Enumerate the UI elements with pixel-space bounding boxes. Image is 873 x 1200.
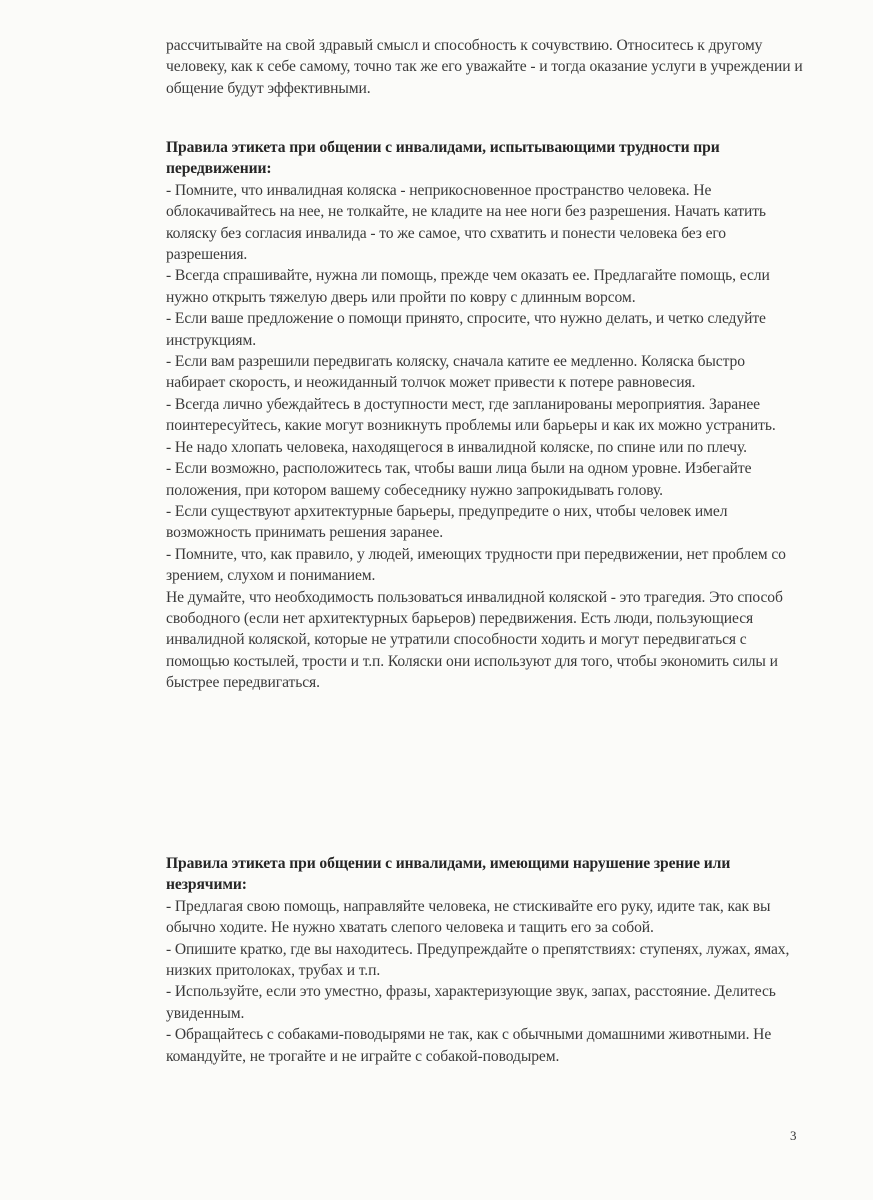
intro-paragraph: рассчитывайте на свой здравый смысл и способность к сочувствию. Относитесь к другому человеку, как к себе самому, точно так же его уважайте - и тогда оказание услуги в учреждении и общение будут эффективными. xyxy=(166,37,803,97)
intro-block xyxy=(166,35,806,99)
paragraph: - Если ваше предложение о помощи принято, спросите, что нужно делать, и четко следуйте инструкциям. xyxy=(166,310,766,349)
paragraph: - Если вам разрешили передвигать коляску, сначала катите ее медленно. Коляска быстро набирает скорость, и неожиданный толчок может привести к потере равновесия. xyxy=(166,353,745,392)
paragraph: - Если существуют архитектурные барьеры, предупредите о них, чтобы человек имел возможность принимать решения заранее. xyxy=(166,502,728,542)
paragraph: - Помните, что, как правило, у людей, имеющих трудности при передвижении, нет проблем со зрением, слухом и пониманием. xyxy=(166,545,786,585)
page-number: 3 xyxy=(790,1128,797,1143)
paragraph: - Не надо хлопать человека, находящегося в инвалидной коляске, по спине или по плечу. xyxy=(166,438,747,456)
paragraph: - Если возможно, расположитесь так, чтобы ваши лица были на одном уровне. Избегайте положения, при котором вашему собеседнику нужно запрокидывать голову. xyxy=(166,460,752,499)
section-heading: Правила этикета при общении с инвалидами, имеющими нарушение зрение или незрячими: xyxy=(166,855,731,894)
paragraph: - Используйте, если это уместно, фразы, характеризующие звук, запах, расстояние. Делитесь увиденным. xyxy=(166,983,776,1022)
paragraph: - Всегда спрашивайте, нужна ли помощь, прежде чем оказать ее. Предлагайте помощь, если нужно открыть тяжелую дверь или пройти по ковру с длинным ворсом. xyxy=(166,267,770,306)
paragraph: Не думайте, что необходимость пользоваться инвалидной коляской - это трагедия. Это способ свободного (если нет архитектурных барьеров) передвижения. Есть люди, пользующиеся инвалидной коляской, которые не утратили способности ходить и могут передвигаться с помощью костылей, трости и т.п. Коляски они используют для того, чтобы экономить силы и быстрее передвигаться. xyxy=(166,588,783,692)
section-vision xyxy=(166,853,806,1067)
paragraph: - Помните, что инвалидная коляска - неприкосновенное пространство человека. Не облокачивайтесь на нее, не толкайте, не кладите на нее ноги без разрешения. Начать катить коляску без согласия инвалида - то же самое, что схватить и понести человека без его разрешения. xyxy=(166,181,766,264)
paragraph: - Предлагая свою помощь, направляйте человека, не стискивайте его руку, идите так, как вы обычно ходите. Не нужно хватать слепого человека и тащить его за собой. xyxy=(166,897,771,937)
paragraph: - Всегда лично убеждайтесь в доступности мест, где запланированы мероприятия. Заранее поинтересуйтесь, какие могут возникнуть проблемы или барьеры и как их можно устранить. xyxy=(166,395,776,435)
paragraph: - Опишите кратко, где вы находитесь. Предупреждайте о препятствиях: ступенях, лужах, ямах, низких притолоках, трубах и т.п. xyxy=(166,940,790,980)
paragraph: - Обращайтесь с собаками-поводырями не так, как с обычными домашними животными. Не командуйте, не трогайте и не играйте с собакой-поводырем. xyxy=(166,1026,772,1065)
section-mobility xyxy=(166,137,806,694)
section-heading: Правила этикета при общении с инвалидами, испытывающими трудности при передвижении: xyxy=(166,139,720,178)
